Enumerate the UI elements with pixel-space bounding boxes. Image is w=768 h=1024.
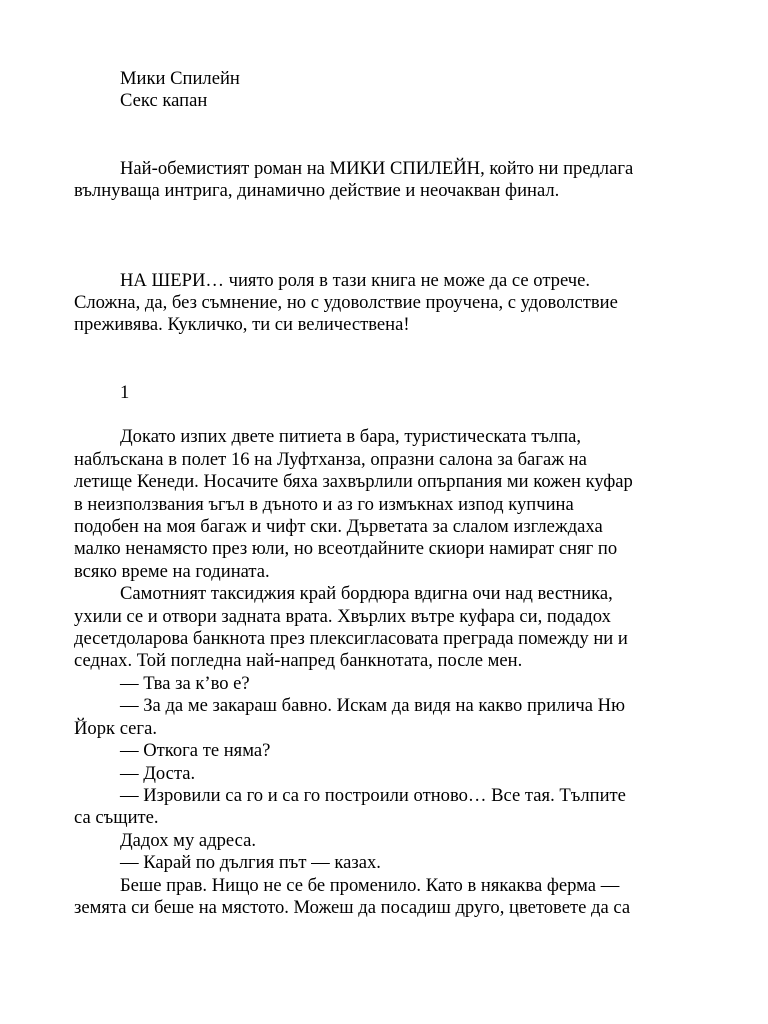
paragraph-line: — Доста. (120, 762, 196, 784)
paragraph (74, 426, 714, 583)
paragraph-line: Самотният таксиджия край бордюра вдигна очи над вестника, (120, 583, 613, 605)
document-page (74, 68, 714, 919)
paragraph-line: Дадох му адреса. (120, 829, 256, 851)
paragraph (74, 785, 714, 830)
paragraph (74, 875, 714, 920)
blurb (74, 158, 714, 203)
paragraph-line: са същите. (74, 807, 159, 829)
paragraph (74, 740, 714, 762)
paragraph (74, 852, 714, 874)
book-title: Секс капан (120, 90, 208, 112)
paragraph-line: ухили се и отвори задната врата. Хвърлих вътре куфара си, подадох (74, 605, 611, 627)
body-text (74, 426, 714, 919)
paragraph-line: в неизползвания ъгъл в дъното и аз го измъкнах изпод купчина (74, 493, 574, 515)
paragraph-line: — Изровили са го и са го построили отново… Все тая. Тълпите (120, 784, 626, 806)
paragraph-line: седнах. Той погледна най-напред банкнотата, после мен. (74, 650, 523, 672)
paragraph-line: летище Кенеди. Носачите бяха захвърлили опърпания ми кожен куфар (74, 471, 633, 493)
blurb-line: вълнуваща интрига, динамично действие и неочакван финал. (74, 180, 560, 202)
paragraph-line: земята си беше на мястото. Можеш да посадиш друго, цветовете да са (74, 896, 631, 918)
dedication-line: Сложна, да, без съмнение, но с удоволствие проучена, с удоволствие (74, 292, 618, 314)
paragraph (74, 583, 714, 673)
paragraph-line: Докато изпих двете питиета в бара, туристическата тълпа, (120, 426, 582, 448)
blurb-line: Най-обемистият роман на МИКИ СПИЛЕЙН, който ни предлага (120, 157, 634, 179)
paragraph (74, 695, 714, 740)
paragraph-line: подобен на моя багаж и чифт ски. Дърветата за слалом изглеждаха (74, 516, 603, 538)
spacer (74, 202, 714, 269)
dedication (74, 270, 714, 337)
paragraph-line: — Тва за к’во е? (120, 672, 250, 694)
paragraph-line: Беше прав. Нищо не се бе променило. Като в някаква ферма — (120, 874, 620, 896)
paragraph-line: — За да ме закараш бавно. Искам да видя на какво прилича Ню (120, 695, 625, 717)
paragraph (74, 830, 714, 852)
dedication-line: преживява. Кукличко, ти си величествена! (74, 314, 410, 336)
paragraph (74, 763, 714, 785)
spacer (74, 113, 714, 158)
paragraph (74, 673, 714, 695)
spacer (74, 404, 714, 426)
paragraph-line: всяко време на годината. (74, 560, 270, 582)
paragraph-line: Йорк сега. (74, 717, 157, 739)
spacer (74, 337, 714, 382)
paragraph-line: малко ненамясто през юли, но всеотдайните скиори намират сняг по (74, 538, 618, 560)
dedication-line: НА ШЕРИ… чиято роля в тази книга не може да се отрече. (120, 269, 591, 291)
author-name: Мики Спилейн (120, 68, 240, 89)
chapter-number: 1 (120, 381, 130, 403)
paragraph-line: — Карай по дългия път — казах. (120, 852, 381, 874)
paragraph-line: десетдоларова банкнота през плексигласовата преграда помежду ни и (74, 628, 628, 650)
paragraph-line: — Откога те няма? (120, 740, 271, 762)
paragraph-line: наблъскана в полет 16 на Луфтханза, опразни салона за багаж на (74, 448, 587, 470)
